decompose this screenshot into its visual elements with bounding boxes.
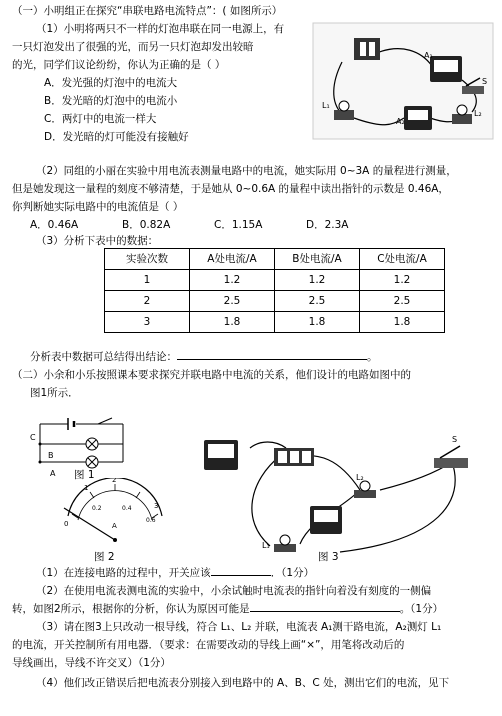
q3-conclusion-line (30, 350, 378, 364)
q1-option-d: D．发光暗的灯可能没有接触好 (44, 131, 189, 143)
p2-q1-answer-blank[interactable] (211, 566, 271, 576)
q1-line2: 一只灯泡发出了很强的光，而另一只灯泡却发出较暗 (12, 41, 254, 53)
q3-conclusion-end: 。 (367, 351, 378, 363)
table-cell: 1.8 (360, 312, 445, 333)
q2-line2: 但是她发现这一量程的刻度不够清楚，于是她从 0~0.6A 的量程中读出指针的示数是 0.46A， (12, 183, 449, 195)
dial-tick-1: 1 (84, 484, 89, 492)
dial-tick-0-6: 0.6 (146, 517, 156, 524)
dial-tick-2: 2 (112, 478, 117, 484)
a2-label: A₂ (396, 117, 405, 126)
table-cell: 2.5 (360, 291, 445, 312)
fig1-point-b: B (48, 451, 54, 460)
p2-q2-answer-blank[interactable] (250, 602, 400, 612)
q1-option-b: B．发光暗的灯泡中的电流小 (44, 95, 178, 107)
part2-intro-line1: （二）小余和小乐按照课本要求探究并联电路中电流的关系，他们设计的电路如图中的 (12, 369, 411, 381)
p2-q2-tail: 。（1分） (399, 603, 444, 615)
table-row (105, 291, 445, 312)
p2-q2-line1: （2）在使用电流表测电流的实验中，小余试触时电流表的指针向着没有刻度的一侧偏 (36, 585, 432, 597)
p2-q1-text: （1）在连接电路的过程中，开关应该 (36, 567, 211, 579)
q1-option-c: C．两灯中的电流一样大 (44, 113, 157, 125)
series-circuit-figure (312, 22, 494, 140)
dial-tick-0-2: 0.2 (92, 505, 102, 512)
q2-option-b: B．0.82A (122, 219, 171, 231)
fig3-l2-label: L₂ (356, 473, 364, 482)
part1-title: （一）小明组正在探究“串联电路电流特点”：( 如图所示） (12, 5, 283, 17)
q3-answer-blank[interactable] (177, 350, 367, 360)
dial-tick-0: 0 (64, 520, 69, 528)
l2-label: L₂ (474, 109, 482, 118)
a1-label: A₁ (424, 51, 433, 60)
table-header: C处电流/A (360, 249, 445, 270)
switch-label: S (482, 77, 488, 86)
fig2-caption: 图 2 (94, 551, 115, 563)
q3-label: （3）分析下表中的数据： (36, 235, 159, 247)
table-header: B处电流/A (275, 249, 360, 270)
part2-intro-line2: 图1所示． (30, 387, 79, 399)
fig1-point-c: C (30, 433, 36, 442)
table-header-row (105, 249, 445, 270)
q3-conclusion-label: 分析表中数据可总结得出结论： (30, 351, 177, 363)
table-row (105, 270, 445, 291)
figure3-physical-circuit (190, 420, 490, 560)
experiment-table (104, 248, 445, 333)
table-header: 实验次数 (105, 249, 190, 270)
q2-option-d: D．2.3A (306, 219, 349, 231)
fig3-caption: 图 3 (318, 551, 339, 563)
fig1-caption: 图 1 (74, 469, 95, 481)
q2-options (30, 218, 398, 232)
l1-label: L₁ (322, 101, 330, 110)
p2-q1-tail: ．（1分） (270, 567, 315, 579)
q2-option-c: C．1.15A (214, 219, 263, 231)
p2-q4-line1: （4）他们改正错误后把电流表分别接入到电路中的 A、B、C 处，测出它们的电流，见下 (36, 677, 450, 689)
table-cell: 2.5 (190, 291, 275, 312)
q1-option-a: A．发光强的灯泡中的电流大 (44, 77, 178, 89)
table-cell: 1.2 (360, 270, 445, 291)
p2-q2-line2 (12, 602, 443, 616)
table-header: A处电流/A (190, 249, 275, 270)
p2-q3-line1: （3）请在图3上只改动一根导线，符合 L₁、L₂ 并联，电流表 A₁测干路电流，A₂测灯 L₁ (36, 621, 442, 633)
fig3-switch-label: S (452, 435, 458, 444)
p2-q1-line (36, 566, 314, 580)
p2-q2-text: 转，如图2所示，根据你的分析，你认为原因可能是 (12, 603, 250, 615)
table-cell: 2.5 (275, 291, 360, 312)
q1-line1: （1）小明将两只不一样的灯泡串联在同一电源上，有 (36, 23, 285, 35)
dial-unit: A (112, 522, 117, 530)
fig3-l1-label: L₁ (262, 541, 270, 550)
table-cell: 1.2 (190, 270, 275, 291)
table-cell: 2 (105, 291, 190, 312)
q2-option-a: A．0.46A (30, 219, 79, 231)
q1-line3: 的光，同学们议论纷纷，你认为正确的是（ ） (12, 59, 226, 71)
table-cell: 1.8 (190, 312, 275, 333)
dial-tick-0-4: 0.4 (122, 505, 132, 512)
q2-line1: （2）同组的小丽在实验中用电流表测量电路中的电流，她实际用 0~3A 的量程进行测量， (36, 165, 457, 177)
figure2-ammeter-dial (60, 478, 170, 544)
q2-line3: 你判断她实际电路中的电流值是（ ） (12, 201, 184, 213)
table-cell: 1.8 (275, 312, 360, 333)
table-cell: 3 (105, 312, 190, 333)
dial-tick-3: 3 (154, 502, 159, 510)
p2-q3-line3: 导线画出，导线不许交叉）（1分） (12, 657, 171, 669)
table-cell: 1 (105, 270, 190, 291)
fig1-point-a: A (50, 469, 56, 478)
table-row (105, 312, 445, 333)
p2-q3-line2: 的电流，开关控制所有用电器．（要求：在需要改动的导线上画“×”，用笔将改动后的 (12, 639, 405, 651)
table-cell: 1.2 (275, 270, 360, 291)
